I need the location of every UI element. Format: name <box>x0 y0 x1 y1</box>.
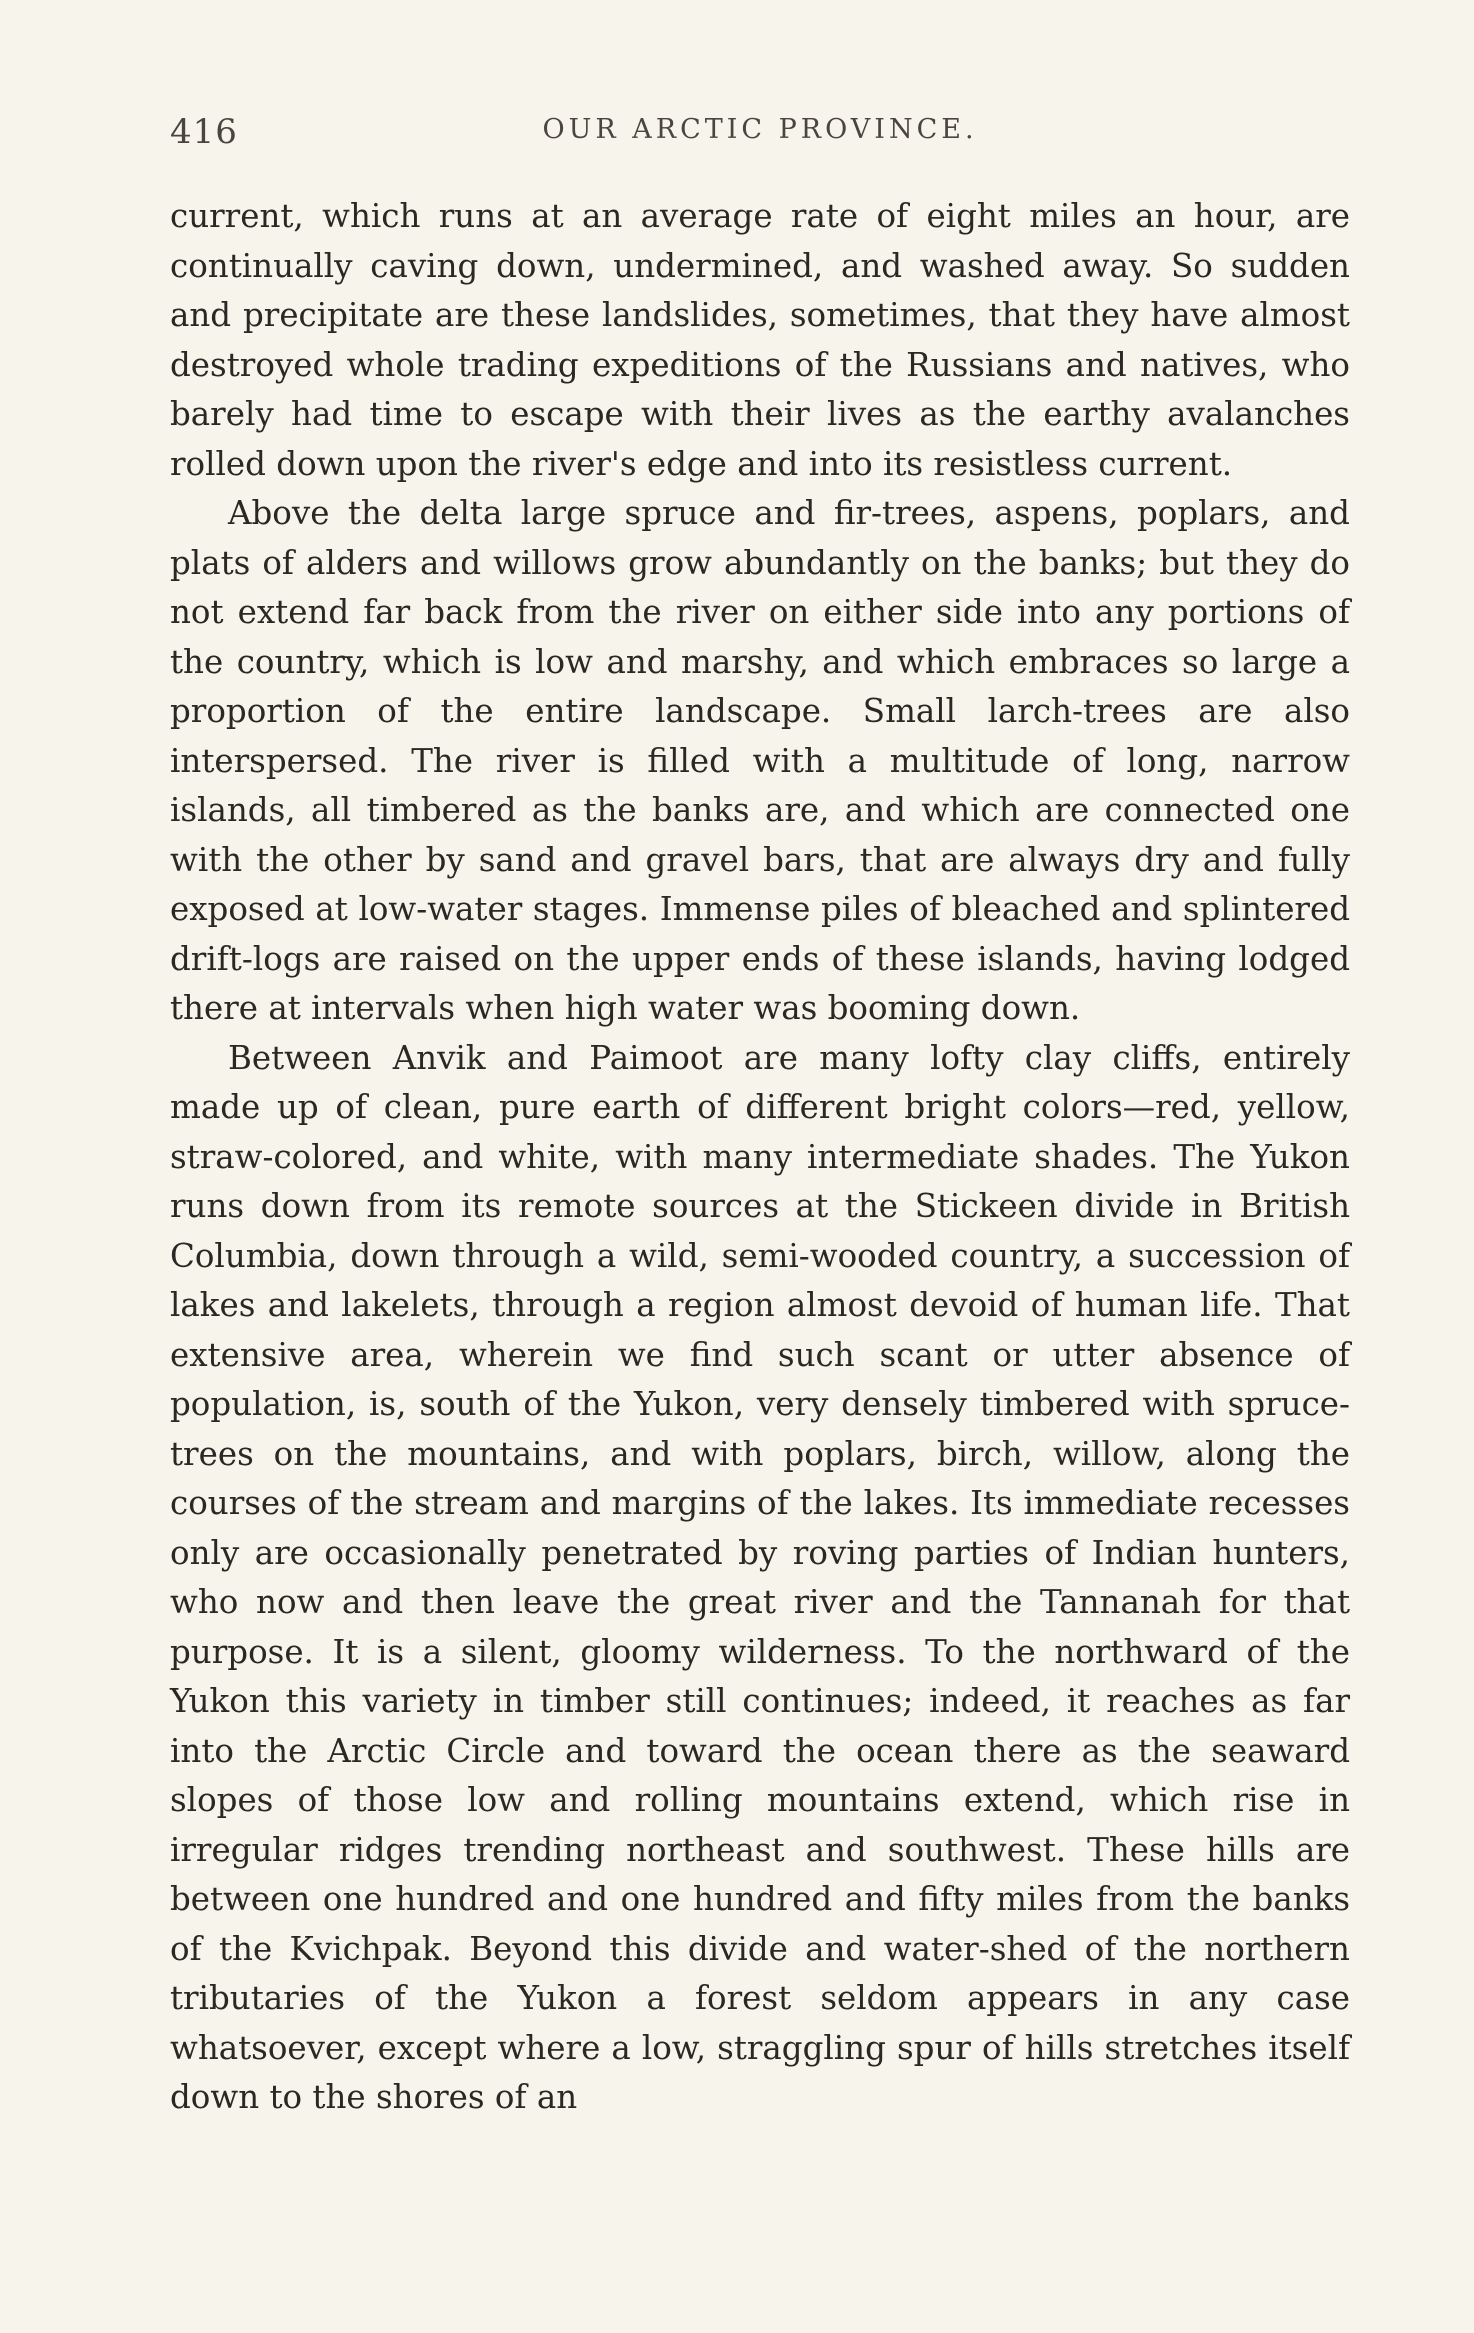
running-head: OUR ARCTIC PROVINCE. <box>542 114 978 145</box>
page-header <box>170 112 1350 162</box>
paragraph-continued: current, which runs at an average rate of eight miles an hour, are continually caving down, undermined, and washed away. So sudden and precipitate are these landslides, sometimes, that they have almost destroyed whole trading expeditions of the Russians and natives, who barely had time to escape with their lives as the earthy avalanches rolled down upon the river's edge and into its resistless current. <box>170 197 1350 483</box>
page-number: 416 <box>170 112 238 152</box>
body-text <box>170 192 1350 2123</box>
paragraph: Between Anvik and Paimoot are many lofty clay cliffs, entirely made up of clean, pure earth of different bright colors—red, yellow, straw-colored, and white, with many intermediate shades. The Yukon runs down from its remote sources at the Stickeen divide in British Columbia, down through a wild, semi-wooded country, a succession of lakes and lakelets, through a region almost devoid of human life. That extensive area, wherein we find such scant or utter absence of population, is, south of the Yukon, very densely timbered with spruce-trees on the mountains, and with poplars, birch, willow, along the courses of the stream and margins of the lakes. Its immediate recesses only are occasionally penetrated by roving parties of Indian hunters, who now and then leave the great river and the Tannanah for that purpose. It is a silent, gloomy wilderness. To the northward of the Yukon this variety in timber still continues; indeed, it reaches as far into the Arctic Circle and toward the ocean there as the seaward slopes of those low and rolling mountains extend, which rise in irregular ridges trending northeast and southwest. These hills are between one hundred and one hundred and fifty miles from the banks of the Kvichpak. Beyond this divide and water-shed of the northern tributaries of the Yukon a forest seldom appears in any case whatsoever, except where a low, straggling spur of hills stretches itself down to the shores of an <box>170 1038 1350 2116</box>
paragraph: Above the delta large spruce and fir-trees, aspens, poplars, and plats of alders and willows grow abundantly on the banks; but they do not extend far back from the river on either side into any portions of the country, which is low and marshy, and which embraces so large a proportion of the entire landscape. Small larch-trees are also interspersed. The river is filled with a multitude of long, narrow islands, all timbered as the banks are, and which are connected one with the other by sand and gravel bars, that are always dry and fully exposed at low-water stages. Immense piles of bleached and splintered drift-logs are raised on the upper ends of these islands, having lodged there at intervals when high water was booming down. <box>170 494 1350 1027</box>
